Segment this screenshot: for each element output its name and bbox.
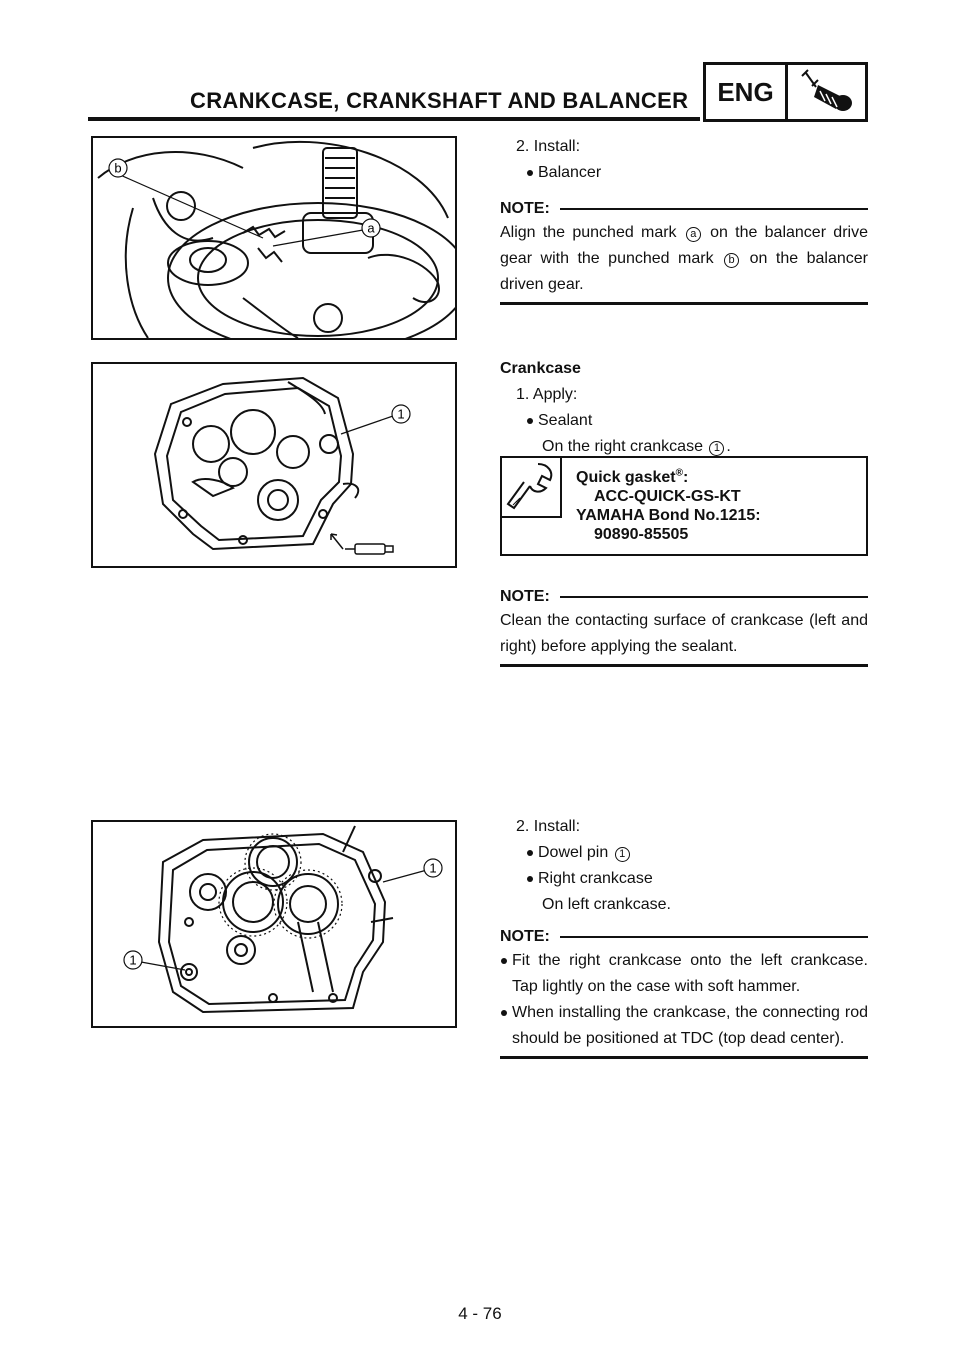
step-install: 2. Install: bbox=[516, 138, 581, 155]
figure-crankcase-install bbox=[91, 820, 457, 1028]
sealant-tool-icon bbox=[502, 458, 562, 518]
note-rule bbox=[560, 936, 868, 938]
note-rule bbox=[560, 596, 868, 598]
bullet-dowel-pin bbox=[500, 840, 868, 866]
header-title: CRANKCASE, CRANKSHAFT AND BALANCER bbox=[190, 88, 689, 113]
note-text-part: Align the punched mark bbox=[500, 224, 677, 241]
note-end-rule bbox=[500, 302, 868, 305]
section-balancer-install bbox=[500, 134, 868, 305]
note-rule bbox=[560, 208, 868, 210]
note-text-part: on the balancer drive gear with the punched mark bbox=[500, 224, 868, 267]
note-label: NOTE: bbox=[500, 200, 550, 217]
registered-mark: ® bbox=[675, 468, 683, 479]
note-bullet-fit: Fit the right crankcase onto the left crankcase. Tap lightly on the case with soft hammer. bbox=[500, 948, 868, 1000]
mark-b-label: b bbox=[724, 253, 739, 268]
spec-colon: : bbox=[682, 469, 689, 487]
spec-quick-gasket bbox=[576, 469, 688, 486]
figure1-label-a: a bbox=[367, 220, 375, 236]
section-right-crankcase-install bbox=[500, 814, 868, 1059]
sealant-spec-box bbox=[500, 456, 868, 556]
note-text-part: on the balancer driven gear. bbox=[500, 250, 868, 293]
note-heading bbox=[500, 586, 868, 608]
section-label: ENG bbox=[706, 65, 788, 119]
note-text: Clean the contacting surface of crankcase (left and right) before applying the sealant. bbox=[500, 612, 868, 655]
section-crankcase-apply bbox=[500, 356, 868, 460]
figure2-label-1: 1 bbox=[397, 406, 405, 422]
figure3-label-1: 1 bbox=[429, 860, 437, 876]
bullet-right-crankcase: Right crankcase bbox=[500, 866, 868, 892]
spec-part-number-1: ACC-QUICK-GS-KT bbox=[594, 488, 741, 506]
page-number: 4 - 76 bbox=[458, 1304, 502, 1323]
figure-balancer-gears bbox=[91, 136, 457, 340]
bullet-sealant: Sealant bbox=[500, 408, 868, 434]
step-apply: 1. Apply: bbox=[516, 386, 578, 403]
figure1-label-b: b bbox=[114, 160, 122, 176]
bullet-balancer: Balancer bbox=[500, 160, 868, 186]
bullet-dowel-pin-text: Dowel pin bbox=[538, 844, 609, 861]
note-heading bbox=[500, 198, 868, 220]
spec-part-number-2: 90890-85505 bbox=[594, 526, 689, 544]
note-label: NOTE: bbox=[500, 928, 550, 945]
note-label: NOTE: bbox=[500, 588, 550, 605]
mark-a-label: a bbox=[686, 227, 701, 242]
engine-wrench-icon bbox=[788, 65, 865, 119]
note-block bbox=[500, 586, 868, 667]
sealant-location-text: On the right crankcase bbox=[542, 438, 703, 455]
install-location: On left crankcase. bbox=[542, 896, 671, 913]
sealant-location-end: . bbox=[726, 438, 731, 455]
step-install: 2. Install: bbox=[516, 818, 581, 835]
page-header bbox=[88, 62, 868, 122]
section-crankcase-note bbox=[500, 586, 868, 667]
ref-1-label: 1 bbox=[615, 847, 630, 862]
note-block bbox=[500, 198, 868, 305]
ref-1-label: 1 bbox=[709, 441, 724, 456]
note-text bbox=[500, 220, 868, 298]
spec-text bbox=[576, 464, 761, 544]
note-block bbox=[500, 926, 868, 1059]
note-heading bbox=[500, 926, 868, 948]
note-end-rule bbox=[500, 1056, 868, 1059]
note-end-rule bbox=[500, 664, 868, 667]
header-rule bbox=[88, 117, 700, 121]
figure3-label-2: 1 bbox=[129, 952, 137, 968]
spec-yamaha-bond: YAMAHA Bond No.1215: bbox=[576, 507, 761, 525]
spec-quick-gasket-text: Quick gasket bbox=[576, 469, 676, 487]
section-heading-crankcase: Crankcase bbox=[500, 360, 581, 377]
note-bullet-tdc: When installing the crankcase, the connecting rod should be positioned at TDC (top dead center). bbox=[500, 1000, 868, 1052]
section-tab bbox=[703, 62, 868, 122]
figure-crankcase-sealant bbox=[91, 362, 457, 568]
